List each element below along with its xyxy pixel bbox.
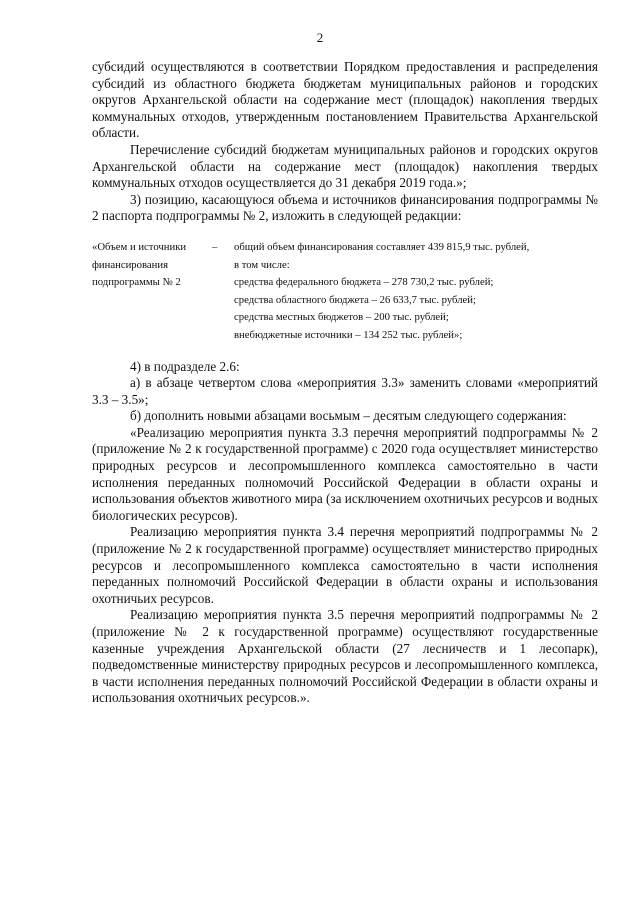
funding-federal: средства федерального бюджета – 278 730,2 тыс. рублей;	[234, 276, 494, 289]
paragraph-item-4: 4) в подразделе 2.6:	[130, 358, 240, 374]
paragraph-item-3: 3) позицию, касающуюся объема и источников финансирования подпрограммы № 2 паспорта подпрограммы № 2, изложить в следующей редакции:	[92, 191, 598, 224]
funding-label-line: подпрограммы № 2	[92, 276, 181, 289]
paragraph-subsidies-order: субсидий осуществляются в соответствии Порядком предоставления и распределения субсидий из областного бюджета бюджетам муниципальных районов и городских округов Архангельской области на содержание мест (площадок) накопления твердых коммунальных отходов, утвержденным постановлением Правительства Архангельской области.	[92, 59, 598, 141]
paragraph-measure-3-3: «Реализацию мероприятия пункта 3.3 перечня мероприятий подпрограммы № 2 (приложение № 2 к государственной программе) с 2020 года осуществляет министерство природных ресурсов и лесопромышленного комплекса самостоятельно в части исполнения переданных полномочий Российской Федерации в области охраны и использования объектов животного мира (за исключением охотничьих ресурсов и водных биологических ресурсов).	[92, 424, 598, 523]
paragraph-measure-3-5: Реализацию мероприятия пункта 3.5 перечня мероприятий подпрограммы № 2 (приложение № 2 к государственной программе) осуществляют государственные казенные учреждения Архангельской области (27 лесничеств и 1 лесопарк), подведомственные министерству природных ресурсов и лесопромышленного комплекса, в части исполнения переданных полномочий Российской Федерации в области охраны и использования охотничьих ресурсов.».	[92, 607, 598, 706]
funding-label-line: «Объем и источники	[92, 240, 187, 253]
funding-regional: средства областного бюджета – 26 633,7 тыс. рублей;	[234, 293, 476, 306]
page-number: 2	[316, 30, 324, 45]
funding-total: общий объем финансирования составляет 439 815,9 тыс. рублей,	[234, 240, 530, 253]
paragraph-subsidies-transfer: Перечисление субсидий бюджетам муниципальных районов и городских округов Архангельской области на содержание мест (площадок) накопления твердых коммунальных отходов осуществляется до 31 декабря 2019 года.»;	[92, 141, 598, 191]
funding-label-line: финансирования	[92, 258, 168, 271]
funding-table-values	[234, 239, 598, 345]
paragraph-measure-3-4: Реализацию мероприятия пункта 3.4 перечня мероприятий подпрограммы № 2 (приложение № 2 к государственной программе) осуществляет министерство природных ресурсов и лесопромышленного комплекса самостоятельно в части исполнения переданных полномочий Российской Федерации в области охраны и использования охотничьих ресурсов.	[92, 524, 598, 606]
funding-extrabudgetary: внебюджетные источники – 134 252 тыс. рублей»;	[234, 328, 463, 341]
funding-including: в том числе:	[234, 258, 290, 271]
document-body	[92, 59, 598, 707]
funding-table-dash: –	[212, 240, 218, 253]
funding-local: средства местных бюджетов – 200 тыс. рублей;	[234, 311, 449, 324]
paragraph-item-4a: а) в абзаце четвертом слова «мероприятия 3.3» заменить словами «мероприятий 3.3 – 3.5»;	[92, 375, 598, 407]
paragraph-item-4b: б) дополнить новыми абзацами восьмым – десятым следующего содержания:	[130, 408, 567, 424]
funding-table	[92, 239, 598, 345]
funding-table-label	[92, 239, 212, 345]
